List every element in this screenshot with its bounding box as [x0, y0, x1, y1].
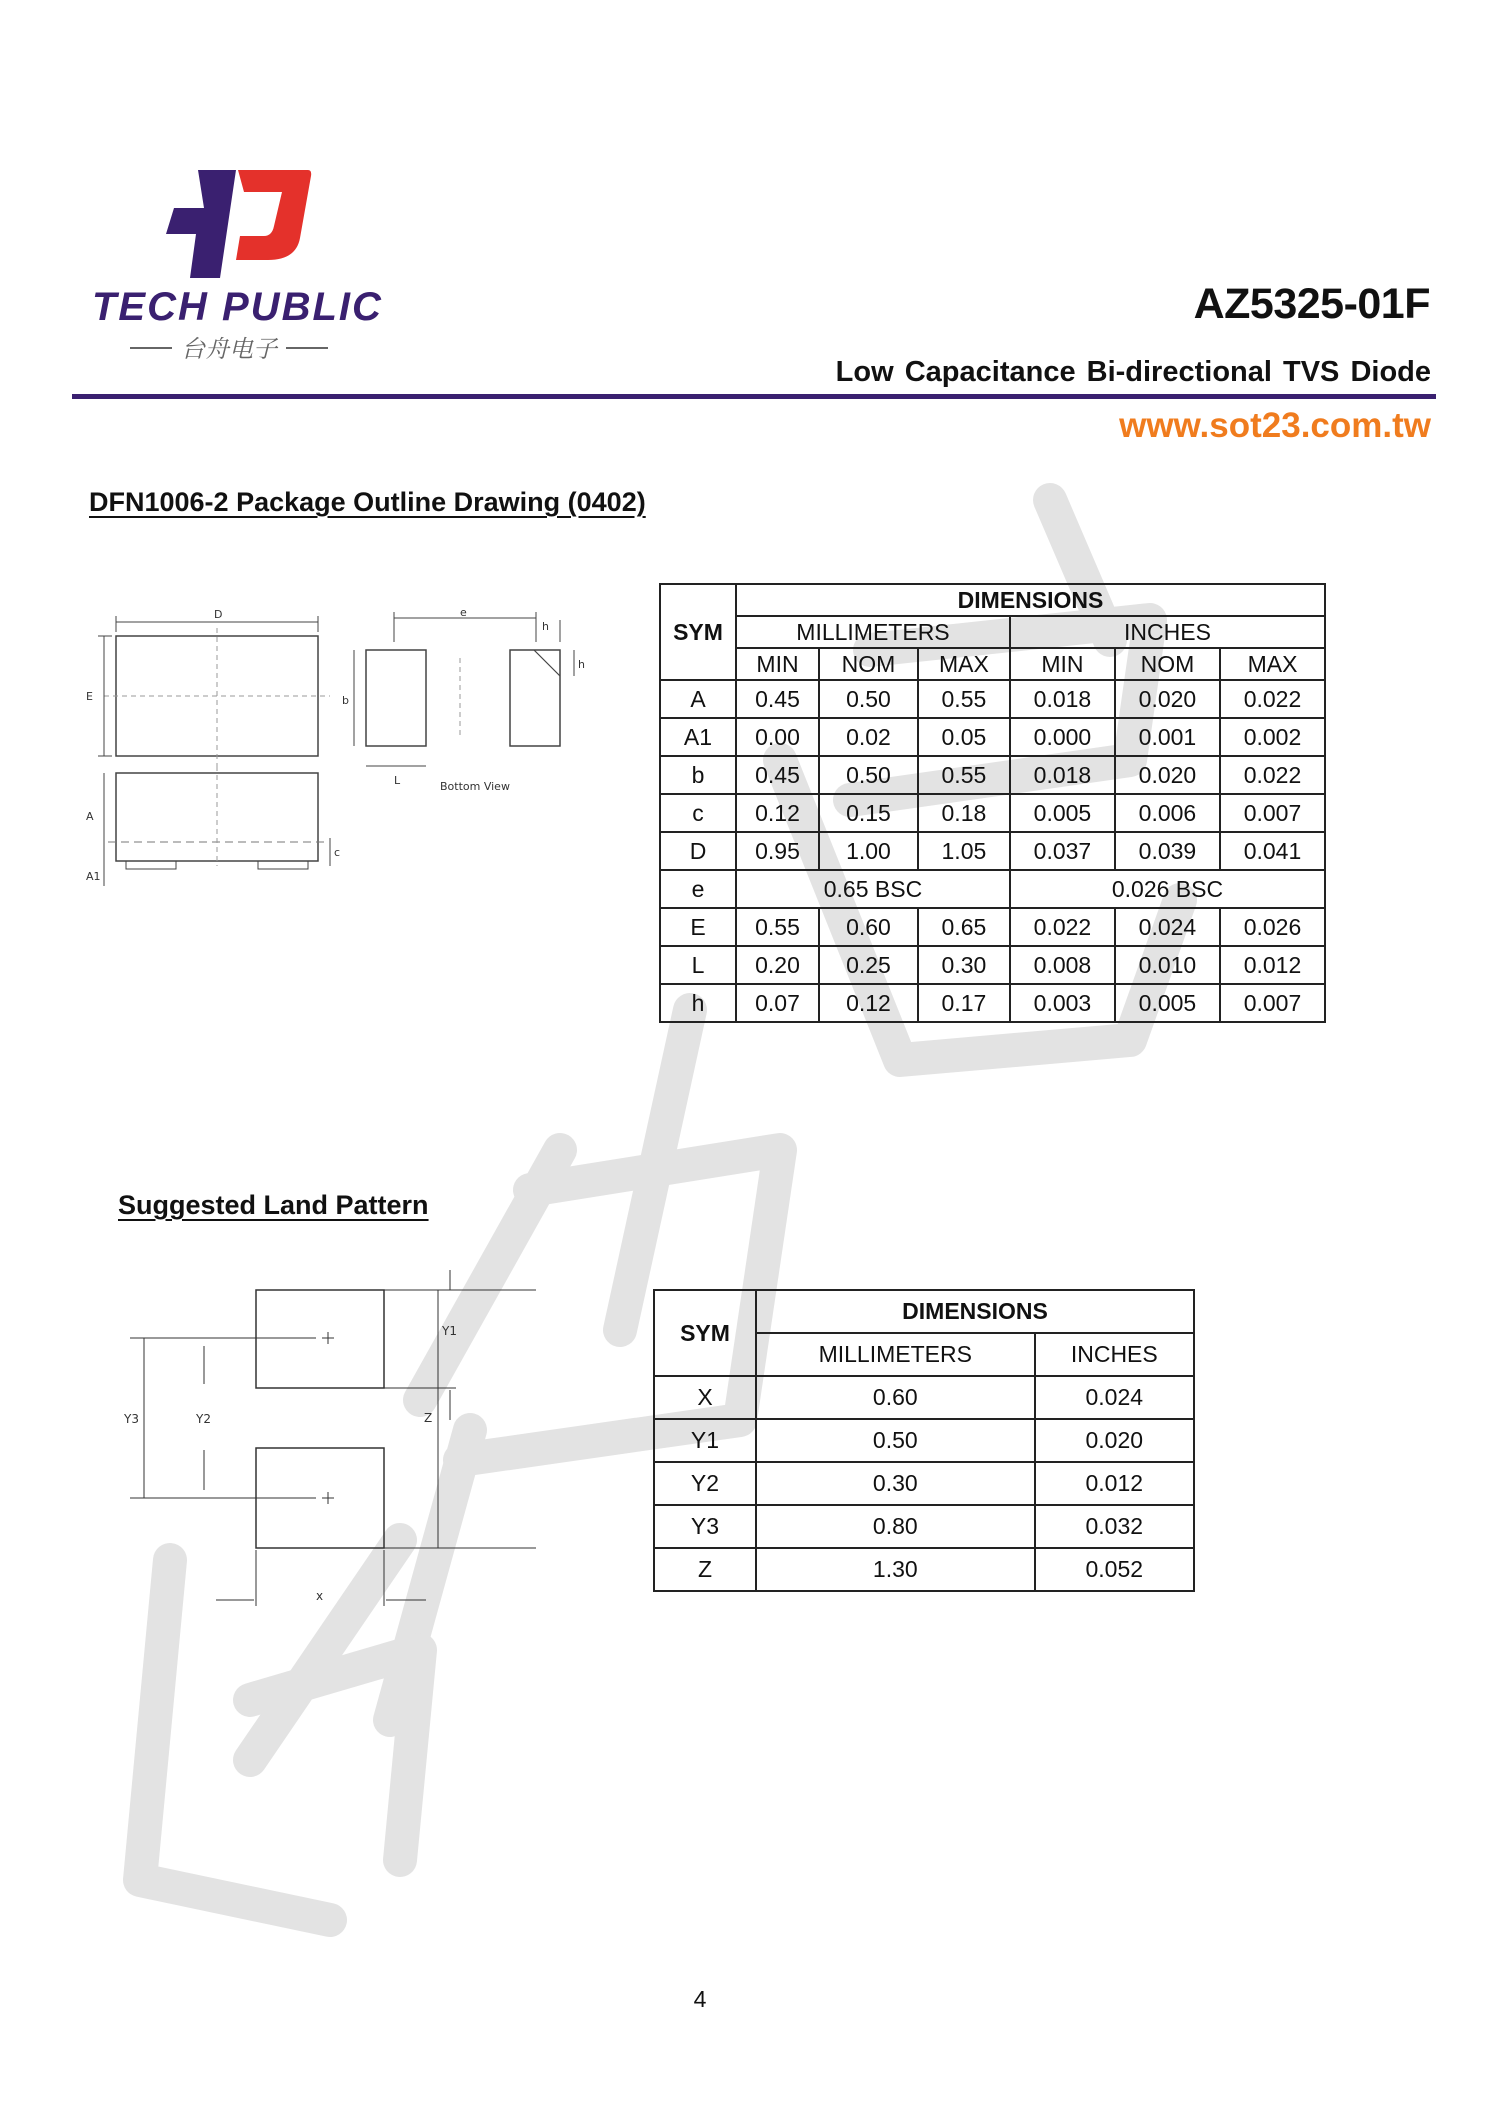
- table-cell: b: [660, 756, 736, 794]
- brand-chinese: 台舟电子: [181, 335, 277, 363]
- table-cell: 0.010: [1115, 946, 1220, 984]
- brand-name: TECH PUBLIC: [92, 285, 383, 329]
- label-bottom-view: Bottom View: [440, 780, 510, 793]
- table-cell: 0.55: [736, 908, 819, 946]
- label-h-top: h: [542, 620, 549, 633]
- table-cell: 0.000: [1010, 718, 1115, 756]
- table-cell: 0.45: [736, 680, 819, 718]
- label-e: e: [460, 606, 467, 619]
- label-Y1: Y1: [442, 1324, 457, 1338]
- table-cell: 0.012: [1220, 946, 1325, 984]
- table-row: [660, 718, 1325, 756]
- table-cell: 0.022: [1010, 908, 1115, 946]
- table-cell: 0.25: [819, 946, 918, 984]
- label-Z: Z: [424, 1411, 433, 1425]
- product-subtitle: Low Capacitance Bi-directional TVS Diode: [835, 356, 1431, 388]
- table-cell: 0.002: [1220, 718, 1325, 756]
- table-cell: A1: [660, 718, 736, 756]
- dimensions-header: DIMENSIONS: [736, 584, 1325, 616]
- table-row: [654, 1419, 1194, 1462]
- table-cell: 0.55: [918, 756, 1010, 794]
- table-cell: 0.022: [1220, 756, 1325, 794]
- table-cell: 0.008: [1010, 946, 1115, 984]
- table-cell: 0.024: [1035, 1376, 1194, 1419]
- table-header-row: [660, 584, 1325, 616]
- table-cell: Y1: [654, 1419, 756, 1462]
- table-row: [660, 756, 1325, 794]
- table-cell: Y3: [654, 1505, 756, 1548]
- table-header-row: [660, 616, 1325, 648]
- package-outline-drawing: [64, 598, 604, 910]
- table-cell: 0.018: [1010, 756, 1115, 794]
- header-divider: [72, 394, 1436, 399]
- table-row: [660, 794, 1325, 832]
- table-cell: 0.17: [918, 984, 1010, 1022]
- package-dimensions-table: [659, 583, 1326, 1023]
- table-cell: c: [660, 794, 736, 832]
- table-cell: 0.020: [1115, 756, 1220, 794]
- table-cell: 0.60: [819, 908, 918, 946]
- in-nom-header: NOM: [1115, 648, 1220, 680]
- inches-header: INCHES: [1010, 616, 1325, 648]
- table-cell: h: [660, 984, 736, 1022]
- table-cell: 1.05: [918, 832, 1010, 870]
- table-cell: 1.00: [819, 832, 918, 870]
- table-cell: 0.005: [1010, 794, 1115, 832]
- table-cell: 0.001: [1115, 718, 1220, 756]
- label-L: L: [394, 774, 401, 787]
- table-cell: 0.032: [1035, 1505, 1194, 1548]
- mm-max-header: MAX: [918, 648, 1010, 680]
- table-cell: 0.026: [1220, 908, 1325, 946]
- label-b: b: [342, 694, 349, 707]
- section-title-outline: DFN1006-2 Package Outline Drawing (0402): [89, 487, 646, 517]
- land-pattern-drawing: [116, 1260, 457, 1620]
- table-cell: 0.50: [819, 680, 918, 718]
- table-cell: 0.052: [1035, 1548, 1194, 1591]
- label-D: D: [214, 608, 223, 621]
- table-cell: 0.18: [918, 794, 1010, 832]
- page-number: 4: [693, 1986, 707, 2012]
- label-c: c: [334, 846, 341, 859]
- table-cell: 0.026 BSC: [1010, 870, 1325, 908]
- table-row: [654, 1505, 1194, 1548]
- part-number: AZ5325-01F: [1193, 280, 1430, 328]
- table-cell: 0.07: [736, 984, 819, 1022]
- table-cell: 0.003: [1010, 984, 1115, 1022]
- website-link[interactable]: www.sot23.com.tw: [1119, 406, 1431, 445]
- table-cell: 0.95: [736, 832, 819, 870]
- table-row: [654, 1376, 1194, 1419]
- sym-header: SYM: [660, 584, 736, 680]
- millimeters-header: MILLIMETERS: [756, 1333, 1035, 1376]
- table-row: [660, 946, 1325, 984]
- sym-header: SYM: [654, 1290, 756, 1376]
- table-row: [660, 832, 1325, 870]
- table-cell: 0.65 BSC: [736, 870, 1010, 908]
- table-cell: 0.45: [736, 756, 819, 794]
- table-cell: 0.50: [756, 1419, 1035, 1462]
- table-cell: E: [660, 908, 736, 946]
- label-h-side: h: [578, 658, 585, 671]
- table-cell: L: [660, 946, 736, 984]
- table-cell: 0.12: [819, 984, 918, 1022]
- table-cell: 0.30: [918, 946, 1010, 984]
- table-cell: 0.012: [1035, 1462, 1194, 1505]
- table-cell: 0.65: [918, 908, 1010, 946]
- table-cell: 0.006: [1115, 794, 1220, 832]
- label-Y3: Y3: [124, 1412, 139, 1426]
- in-max-header: MAX: [1220, 648, 1325, 680]
- table-cell: 0.00: [736, 718, 819, 756]
- tech-public-logo: [86, 168, 383, 368]
- table-cell: 0.018: [1010, 680, 1115, 718]
- table-cell: 0.60: [756, 1376, 1035, 1419]
- table-cell: 0.020: [1115, 680, 1220, 718]
- table-cell: 0.024: [1115, 908, 1220, 946]
- table-cell: 0.007: [1220, 794, 1325, 832]
- table-cell: 0.30: [756, 1462, 1035, 1505]
- label-E: E: [86, 690, 93, 703]
- table-cell: 0.05: [918, 718, 1010, 756]
- table-cell: 0.007: [1220, 984, 1325, 1022]
- label-A: A: [86, 810, 94, 823]
- table-cell: 0.022: [1220, 680, 1325, 718]
- table-cell: X: [654, 1376, 756, 1419]
- table-cell: 0.039: [1115, 832, 1220, 870]
- table-row: [660, 680, 1325, 718]
- table-header-row: [654, 1290, 1194, 1333]
- table-cell: 0.037: [1010, 832, 1115, 870]
- table-cell: 0.005: [1115, 984, 1220, 1022]
- table-cell: A: [660, 680, 736, 718]
- table-row: [660, 908, 1325, 946]
- dimensions-header: DIMENSIONS: [756, 1290, 1194, 1333]
- table-cell: e: [660, 870, 736, 908]
- table-row: [660, 984, 1325, 1022]
- label-x: x: [316, 1589, 324, 1603]
- table-cell: 0.50: [819, 756, 918, 794]
- table-row-e: [660, 870, 1325, 908]
- in-min-header: MIN: [1010, 648, 1115, 680]
- table-cell: 1.30: [756, 1548, 1035, 1591]
- table-cell: 0.20: [736, 946, 819, 984]
- table-cell: 0.020: [1035, 1419, 1194, 1462]
- mm-min-header: MIN: [736, 648, 819, 680]
- section-title-land-pattern: Suggested Land Pattern: [118, 1190, 429, 1220]
- table-cell: 0.55: [918, 680, 1010, 718]
- table-header-row: [660, 648, 1325, 680]
- table-row: [654, 1462, 1194, 1505]
- mm-nom-header: NOM: [819, 648, 918, 680]
- label-Y2: Y2: [196, 1412, 211, 1426]
- table-row: [654, 1548, 1194, 1591]
- table-cell: 0.12: [736, 794, 819, 832]
- label-A1: A1: [86, 870, 101, 883]
- millimeters-header: MILLIMETERS: [736, 616, 1010, 648]
- table-cell: 0.15: [819, 794, 918, 832]
- table-cell: 0.02: [819, 718, 918, 756]
- land-pattern-table: [653, 1289, 1195, 1592]
- table-cell: 0.041: [1220, 832, 1325, 870]
- inches-header: INCHES: [1035, 1333, 1194, 1376]
- table-cell: Z: [654, 1548, 756, 1591]
- table-cell: Y2: [654, 1462, 756, 1505]
- table-cell: D: [660, 832, 736, 870]
- table-cell: 0.80: [756, 1505, 1035, 1548]
